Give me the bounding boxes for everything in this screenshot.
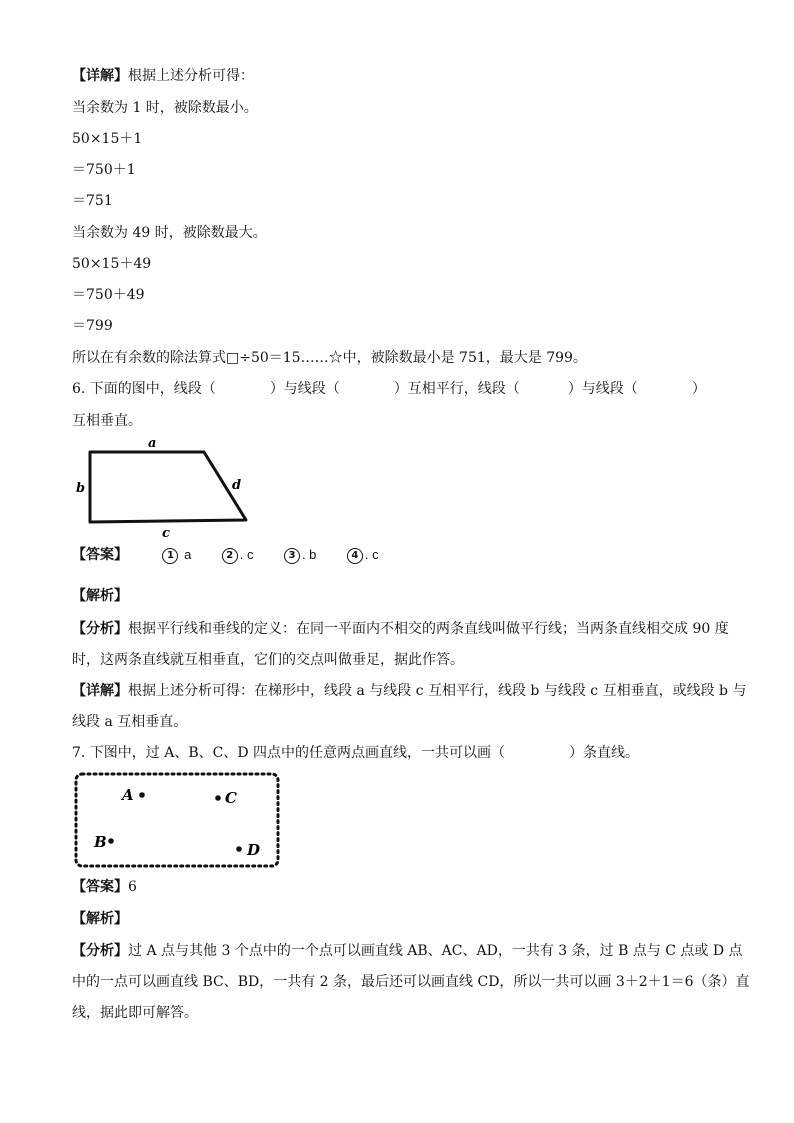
equation-line: ＝799 [72,318,113,334]
answer-tag: 【答案】 [72,547,128,563]
point-label-d: D [247,841,261,859]
detail-tag: 【详解】 [72,68,128,84]
analysis-heading: 【解析】 [72,588,128,604]
equation-line: ＝751 [72,193,113,209]
label-c: c [162,526,170,541]
text-line: 当余数为 49 时，被除数最大。 [72,225,267,241]
analysis-line: 中的一点可以画直线 BC、BD，一共有 2 条，最后还可以画直线 CD，所以一共可以画 3＋2＋1＝6（条）直 [72,974,750,990]
detail-line: 【详解】根据上述分析可得：在梯形中，线段 a 与线段 c 互相平行，线段 b 与线段 c 互相垂直，或线段 b 与 [72,683,747,699]
point-label-c: C [225,789,237,807]
point-b [108,838,114,844]
point-label-b: B [94,833,107,851]
analysis-line: 【分析】根据平行线和垂线的定义：在同一平面内不相交的两条直线叫做平行线；当两条直线相交成 90 度 [72,621,729,637]
analysis-line: 线，据此即可解答。 [72,1005,198,1021]
trapezoid-shape [90,452,246,522]
text-line: 当余数为 1 时，被除数最小。 [72,100,258,116]
conclusion-line: 所以在有余数的除法算式□÷50＝15……☆中，被除数最小是 751，最大是 799。 [72,350,587,366]
equation-line: 50×15＋1 [72,131,143,147]
label-b: b [76,481,86,496]
analysis-heading: 【解析】 [72,911,128,927]
answer-item: 4 . c [347,545,379,565]
label-a: a [148,436,157,451]
equation-line: ＝750＋1 [72,162,136,178]
answer-item: 2 . c [222,545,254,565]
trapezoid-figure [72,434,262,544]
detail-text: 根据上述分析可得： [128,68,254,84]
answer-item: 1 a [162,545,191,565]
analysis-line: 【分析】过 A 点与其他 3 个点中的一个点可以画直线 AB、AC、AD，一共有 3 条，过 B 点与 C 点或 D 点 [72,943,743,959]
point-label-a: A [122,786,134,804]
question-6-stem: 6. 下面的图中，线段（ ）与线段（ ）互相平行，线段（ ）与线段（ ） [72,381,706,397]
question-6-answer [72,545,405,565]
label-d: d [232,478,242,493]
analysis-line: 时，这两条直线就互相垂直，它们的交点叫做垂足，据此作答。 [72,652,464,668]
equation-line: ＝750＋49 [72,287,145,303]
question-6-stem-line2: 互相垂直。 [72,413,142,429]
point-c [215,795,221,801]
points-figure [72,770,284,870]
answer-item: 3 . b [284,545,316,565]
detail-line: 线段 a 互相垂直。 [72,714,188,730]
equation-line: 50×15＋49 [72,256,152,272]
point-a [139,792,145,798]
question-7-answer: 【答案】6 [72,879,137,895]
question-7-stem: 7. 下图中，过 A、B、C、D 四点中的任意两点画直线，一共可以画（ ）条直线。 [72,745,640,761]
point-d [236,846,242,852]
detail-line [72,66,254,86]
